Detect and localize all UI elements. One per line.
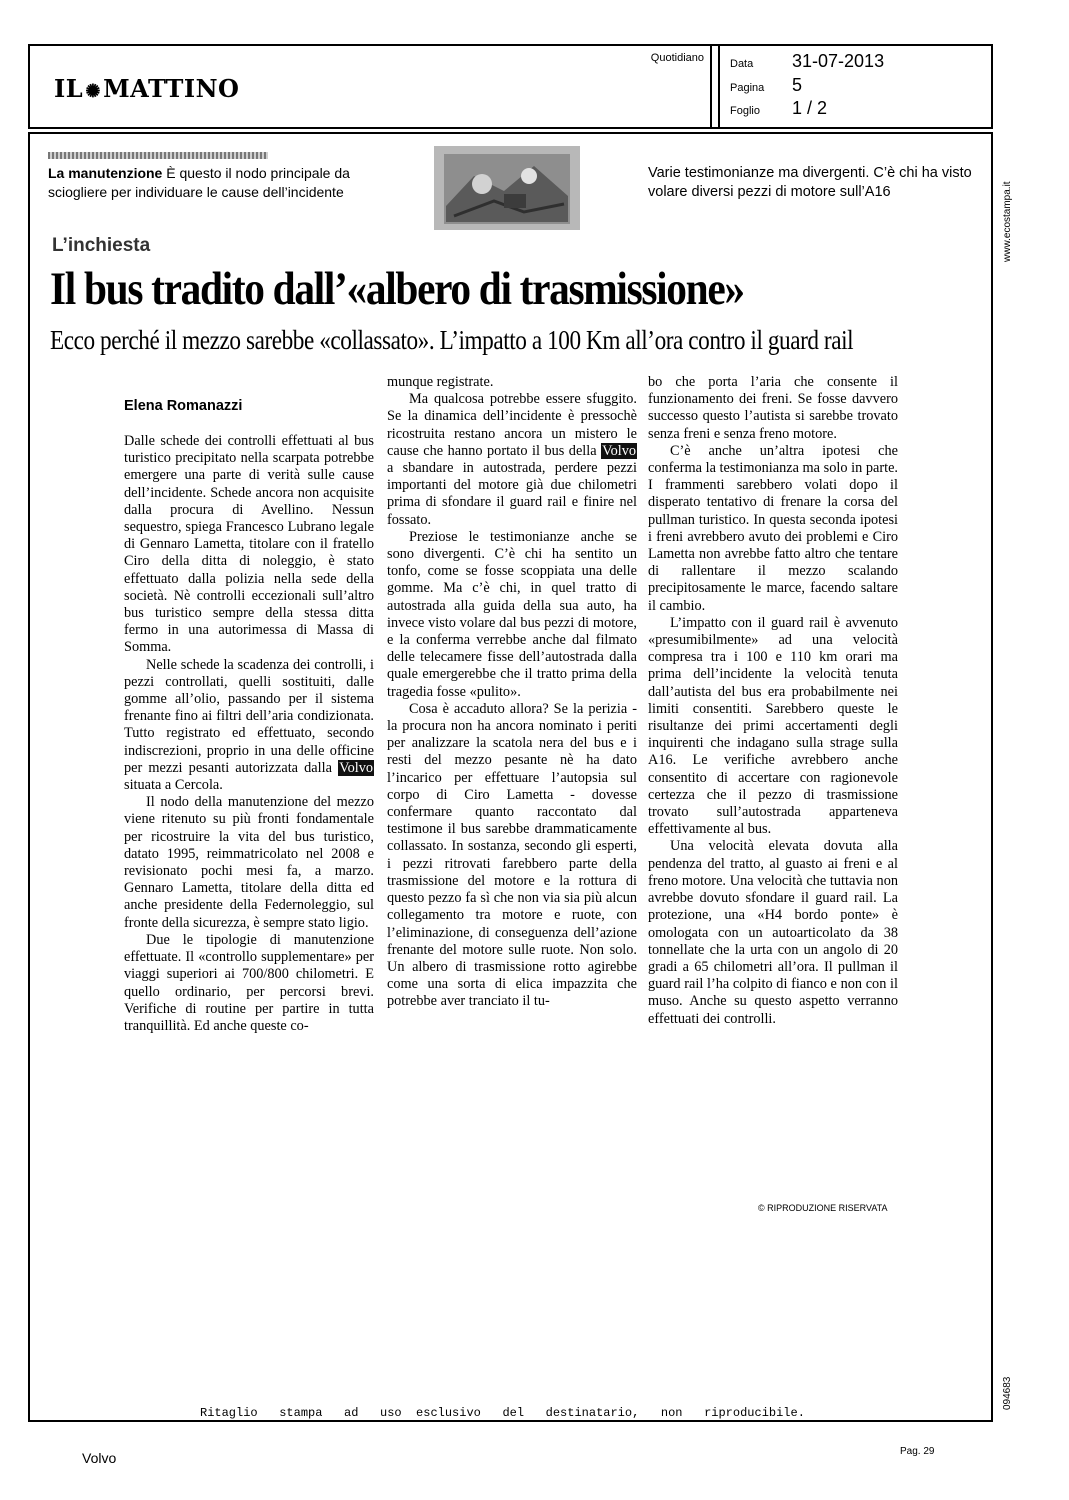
paragraph: Il nodo della manutenzione del mezzo viene ritenuto su più fronti fondamentale per ricostruire la vita del bus turistico, datato 1995, reimmatricolato nel 2008 e revisionato pochi mesi fa, a marzo. Gennaro Lametta, titolare della ditta ed anche presidente della Federnoleggio, sul fronte della sicurezza, è sempre stato ligio. xyxy=(124,794,374,931)
logo-star-icon: ✺ xyxy=(85,81,101,102)
kicker-decoration xyxy=(48,152,268,159)
date-row xyxy=(730,51,884,72)
paragraph: bo che porta l’aria che consente il funzionamento dei freni. Se fosse davvero successo questo l’autista si sarebbe trovato senza freni e senza freno motore. xyxy=(648,374,898,442)
date-label: Data xyxy=(730,58,754,70)
page-row xyxy=(730,75,802,96)
brand-highlight: Volvo xyxy=(602,442,636,459)
kicker-left-text: È questo il nodo principale da sciogliere per individuare le cause dell’incidente xyxy=(48,165,350,200)
copyright-credit: © RIPRODUZIONE RISERVATA xyxy=(758,1203,888,1213)
article-headline: Il bus tradito dall’«albero di trasmissione» xyxy=(50,263,744,315)
sheet-label: Foglio xyxy=(730,105,760,117)
article-author: Elena Romanazzi xyxy=(124,398,243,414)
paragraph: Nelle schede la scadenza dei controlli, i pezzi controllati, quelli sostituiti, dalle gomme all’olio, passando per il sistema frenante fino ai filtri dell’aria condizionata. Tutto registrato ed effettuato, secondo indiscrezioni, proprio in una delle officine per mezzi pesanti autorizzata dalla Volvo situata a Cercola. xyxy=(124,656,374,794)
paragraph: Cosa è accaduto allora? Se la perizia - la procura non ha ancora nominato i periti per analizzare la scatola nera del bus e i resti del mezzo pesante nè ha dato l’incarico per effettuare l’autopsia sul corpo di Ciro Lametta - dovesse confermare quanto raccontato dal testimone il bus sarebbe drammaticamente collassato. In sostanza, secondo gli esperti, i pezzi ritrovati farebbero parte della trasmissione del motore e la rottura di questo pezzo fa sì che non via sia più alcun collegamento tra motore e ruote, con l’eliminazione, di conseguenza dell’azione frenante del motore sulle ruote. Non solo. Un albero di trasmissione rotto agirebbe come una sorta di elica impazzita che potrebbe aver tranciato il tu- xyxy=(387,700,637,1010)
page-label: Pagina xyxy=(730,82,765,94)
article-photo xyxy=(434,146,580,230)
paragraph: Dalle schede dei controlli effettuati al bus turistico precipitato nella scarpata potrebbe emergere una parte di verità sulle cause dell’incidente. Schede ancora non acquisite dalla procura di Avellino. Nessun sequestro, spiega Francesco Lubrano legale di Gennaro Lametta, titolare con il fratello Ciro della ditta di noleggio, è stato effettuato dalla polizia nella sede della società. Nè controlli eccezionali sull’altro bus turistico sempre della stessa ditta fermo in una autorimessa di Massa di Somma. xyxy=(124,433,374,656)
paragraph: L’impatto con il guard rail è avvenuto «presumibilmente» ad una velocità compresa tra i 100 e 110 km orari ma prima dell’incidente la velocità tenuta dall’autista del bus era probabilmente nei limiti consentiti. Sarebbero queste le risultanze dei primi accertamenti degli inquirenti che indagano sulla strage sulla A16. Le verifiche avrebbero anche consentito di accertare con ragionevole certezza che il pezzo di trasmissione trovato sull’autostrada apparteneva effettivamente al bus. xyxy=(648,614,898,838)
paragraph: C’è anche un’altra ipotesi che conferma la testimonianza ma solo in parte. I frammenti sarebbero volati dopo il disperato tentativo di frenare la corsa del pullman turistico. In questa seconda ipotesi i freni avrebbero avuto dei problemi e Ciro Lametta non avrebbe fatto altro che tentare di rallentare il mezzo scalando precipitosamente le marce, facendo saltare il cambio. xyxy=(648,442,898,614)
side-code: 094683 xyxy=(1002,1376,1013,1410)
kicker-right: Varie testimonianze ma divergenti. C’è chi ha visto volare diversi pezzi di motore sull’A16 xyxy=(648,165,972,200)
article-subhead: Ecco perché il mezzo sarebbe «collassato». L’impatto a 100 Km all’ora contro il guard rail xyxy=(50,325,854,355)
brand-highlight: Volvo xyxy=(339,759,374,776)
paragraph: Preziose le testimonianze anche se sono divergenti. C’è chi ha sentito un tonfo, come se fosse scoppiata una delle gomme. Ma c’è chi, in quel tratto di autostrada alla guida della sua auto, ha invece visto volare dal bus pezzi di motore, e la conferma verrebbe anche dal filmato delle telecamere fisse dell’autostrada dalla quale emergerebbe che il tratto prima della tragedia fosse «pulito». xyxy=(387,528,637,700)
sheet-row xyxy=(730,98,827,119)
clipping-notice: Ritaglio stampa ad uso esclusivo del destinatario, non riproducibile. xyxy=(200,1406,805,1420)
section-label: L’inchiesta xyxy=(52,235,151,256)
article-column-2 xyxy=(387,374,637,1011)
issue-info-box xyxy=(718,44,993,129)
client-label: Volvo xyxy=(82,1450,117,1466)
photo-image xyxy=(434,146,580,230)
publication-type: Quotidiano xyxy=(650,52,704,64)
page-number: Pag. 29 xyxy=(900,1446,935,1457)
paragraph: munque registrate. xyxy=(387,374,494,390)
page-value: 5 xyxy=(792,75,803,95)
kicker-left xyxy=(48,164,388,202)
paragraph: Ma qualcosa potrebbe essere sfuggito. Se la dinamica dell’incidente è pressochè ricostruita restano ancora un mistero le cause che hanno portato il bus della Volvo a sbandare in autostrada, perdere pezzi importanti del motore già due chilometri prima di sfondare il guard rail e finire nel fossato. xyxy=(387,391,637,528)
side-url: www.ecostampa.it xyxy=(1002,181,1013,262)
paragraph: Due le tipologie di manutenzione effettuate. Il «controllo supplementare» per viaggi superiori ai 700/800 chilometri. E quello ordinario, per percorsi brevi. Verifiche di routine per partire in tutta tranquillità. Ed anche queste co- xyxy=(124,931,374,1034)
article-column-3 xyxy=(648,374,898,1028)
newspaper-logo: IL ✺MATTINO xyxy=(54,74,240,103)
date-value: 31-07-2013 xyxy=(792,51,885,71)
sheet-value: 1 / 2 xyxy=(792,98,828,118)
paragraph: Una velocità elevata dovuta alla pendenza del tratto, al guasto ai freni e al freno motore. Una velocità che tuttavia non avrebbe dovuto sfondare il guard rail. La protezione, una «H4 bordo ponte» è omologata con un autoarticolato da 38 tonnellate che la urta con un angolo di 20 gradi a 65 chilometri all’ora. Il pullman il guard rail l’ha colpito di fianco e non con il muso. Anche su questo aspetto verranno effettuati dei controlli. xyxy=(648,838,898,1027)
masthead-box xyxy=(28,44,712,129)
article-column-1 xyxy=(124,433,374,1035)
kicker-left-bold: La manutenzione xyxy=(48,165,163,181)
